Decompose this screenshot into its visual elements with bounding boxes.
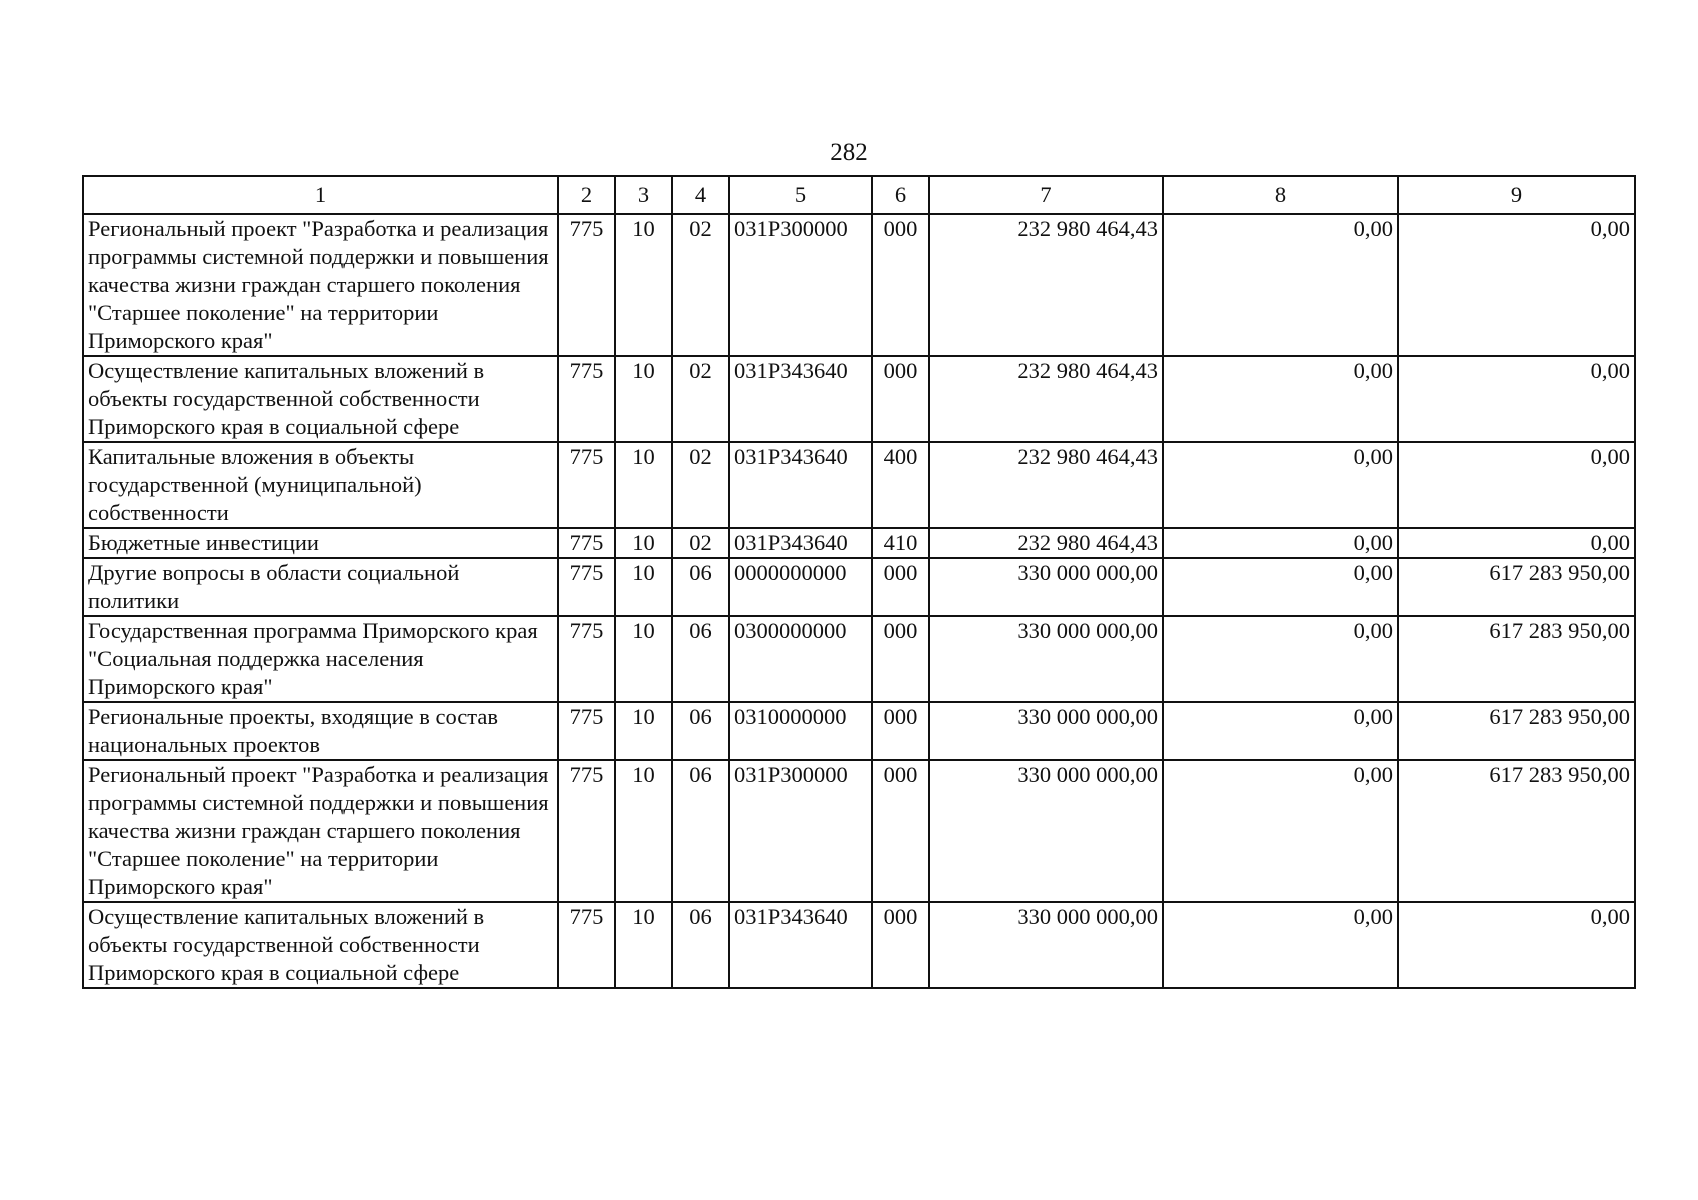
column-header: 1 <box>83 176 558 214</box>
cell-target-code: 0000000000 <box>729 558 872 616</box>
cell-expense-type: 000 <box>872 902 929 988</box>
cell-amount-col8: 0,00 <box>1163 528 1398 558</box>
cell-ministry-code: 775 <box>558 442 615 528</box>
cell-amount-col9: 617 283 950,00 <box>1398 558 1635 616</box>
table-row <box>83 214 1635 356</box>
cell-subsection-code: 06 <box>672 902 729 988</box>
cell-expense-type: 000 <box>872 760 929 902</box>
table-row <box>83 902 1635 988</box>
cell-ministry-code: 775 <box>558 214 615 356</box>
cell-expense-type: 000 <box>872 702 929 760</box>
cell-amount-col9: 617 283 950,00 <box>1398 616 1635 702</box>
cell-target-code: 031P343640 <box>729 902 872 988</box>
cell-amount-col9: 617 283 950,00 <box>1398 760 1635 902</box>
cell-subsection-code: 02 <box>672 528 729 558</box>
cell-amount-col8: 0,00 <box>1163 760 1398 902</box>
row-name: Региональные проекты, входящие в состав национальных проектов <box>83 702 558 760</box>
header-row <box>83 176 1635 214</box>
cell-amount-col9: 0,00 <box>1398 214 1635 356</box>
row-name: Региональный проект "Разработка и реализация программы системной поддержки и повышения качества жизни граждан старшего поколения "Старшее поколение" на территории Приморского края" <box>83 760 558 902</box>
row-name: Осуществление капитальных вложений в объекты государственной собственности Приморского края в социальной сфере <box>83 356 558 442</box>
cell-target-code: 0300000000 <box>729 616 872 702</box>
cell-section-code: 10 <box>615 616 672 702</box>
row-name: Другие вопросы в области социальной политики <box>83 558 558 616</box>
table-row <box>83 702 1635 760</box>
cell-amount-col7: 330 000 000,00 <box>929 902 1163 988</box>
cell-amount-col8: 0,00 <box>1163 616 1398 702</box>
cell-ministry-code: 775 <box>558 616 615 702</box>
cell-amount-col7: 232 980 464,43 <box>929 442 1163 528</box>
cell-section-code: 10 <box>615 442 672 528</box>
cell-subsection-code: 02 <box>672 356 729 442</box>
row-name: Капитальные вложения в объекты государственной (муниципальной) собственности <box>83 442 558 528</box>
cell-section-code: 10 <box>615 702 672 760</box>
cell-expense-type: 000 <box>872 558 929 616</box>
cell-amount-col7: 232 980 464,43 <box>929 528 1163 558</box>
cell-amount-col7: 232 980 464,43 <box>929 214 1163 356</box>
cell-target-code: 031P343640 <box>729 356 872 442</box>
column-header: 2 <box>558 176 615 214</box>
table-row <box>83 528 1635 558</box>
cell-ministry-code: 775 <box>558 558 615 616</box>
cell-amount-col9: 0,00 <box>1398 442 1635 528</box>
column-header: 8 <box>1163 176 1398 214</box>
cell-amount-col8: 0,00 <box>1163 558 1398 616</box>
cell-amount-col7: 330 000 000,00 <box>929 702 1163 760</box>
table-row <box>83 356 1635 442</box>
cell-amount-col9: 0,00 <box>1398 902 1635 988</box>
budget-table <box>82 175 1636 989</box>
cell-section-code: 10 <box>615 356 672 442</box>
cell-subsection-code: 06 <box>672 702 729 760</box>
cell-ministry-code: 775 <box>558 702 615 760</box>
cell-subsection-code: 06 <box>672 760 729 902</box>
cell-amount-col9: 617 283 950,00 <box>1398 702 1635 760</box>
table-row <box>83 442 1635 528</box>
cell-amount-col8: 0,00 <box>1163 356 1398 442</box>
cell-target-code: 031P343640 <box>729 528 872 558</box>
cell-amount-col9: 0,00 <box>1398 528 1635 558</box>
cell-ministry-code: 775 <box>558 356 615 442</box>
cell-ministry-code: 775 <box>558 760 615 902</box>
cell-target-code: 031P343640 <box>729 442 872 528</box>
cell-expense-type: 000 <box>872 214 929 356</box>
column-header: 3 <box>615 176 672 214</box>
column-header: 7 <box>929 176 1163 214</box>
cell-subsection-code: 06 <box>672 616 729 702</box>
cell-amount-col9: 0,00 <box>1398 356 1635 442</box>
cell-section-code: 10 <box>615 760 672 902</box>
cell-amount-col8: 0,00 <box>1163 214 1398 356</box>
cell-target-code: 031P300000 <box>729 214 872 356</box>
cell-expense-type: 410 <box>872 528 929 558</box>
cell-section-code: 10 <box>615 902 672 988</box>
cell-section-code: 10 <box>615 558 672 616</box>
cell-ministry-code: 775 <box>558 902 615 988</box>
cell-amount-col7: 232 980 464,43 <box>929 356 1163 442</box>
cell-amount-col7: 330 000 000,00 <box>929 558 1163 616</box>
table-row <box>83 558 1635 616</box>
row-name: Государственная программа Приморского края "Социальная поддержка населения Приморского края" <box>83 616 558 702</box>
column-header: 4 <box>672 176 729 214</box>
cell-expense-type: 000 <box>872 616 929 702</box>
cell-section-code: 10 <box>615 214 672 356</box>
cell-amount-col7: 330 000 000,00 <box>929 616 1163 702</box>
cell-amount-col8: 0,00 <box>1163 442 1398 528</box>
row-name: Осуществление капитальных вложений в объекты государственной собственности Приморского края в социальной сфере <box>83 902 558 988</box>
cell-section-code: 10 <box>615 528 672 558</box>
cell-subsection-code: 02 <box>672 442 729 528</box>
column-header: 5 <box>729 176 872 214</box>
table-row <box>83 616 1635 702</box>
table-row <box>83 760 1635 902</box>
cell-expense-type: 400 <box>872 442 929 528</box>
cell-target-code: 0310000000 <box>729 702 872 760</box>
cell-amount-col8: 0,00 <box>1163 902 1398 988</box>
cell-amount-col7: 330 000 000,00 <box>929 760 1163 902</box>
cell-subsection-code: 02 <box>672 214 729 356</box>
cell-expense-type: 000 <box>872 356 929 442</box>
cell-ministry-code: 775 <box>558 528 615 558</box>
page-number: 282 <box>830 139 868 166</box>
column-header: 9 <box>1398 176 1635 214</box>
column-header: 6 <box>872 176 929 214</box>
cell-target-code: 031P300000 <box>729 760 872 902</box>
cell-subsection-code: 06 <box>672 558 729 616</box>
cell-amount-col8: 0,00 <box>1163 702 1398 760</box>
row-name: Бюджетные инвестиции <box>83 528 558 558</box>
row-name: Региональный проект "Разработка и реализация программы системной поддержки и повышения качества жизни граждан старшего поколения "Старшее поколение" на территории Приморского края" <box>83 214 558 356</box>
